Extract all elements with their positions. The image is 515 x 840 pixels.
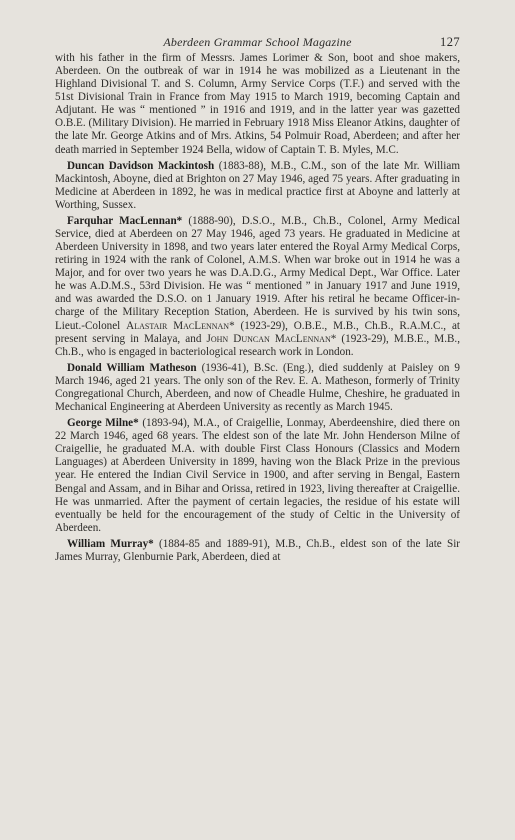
obituary-entry-milne [55, 417, 460, 535]
running-title: Aberdeen Grammar School Magazine [163, 35, 352, 49]
page-header [55, 33, 460, 51]
entry-name: George Milne* [67, 417, 139, 430]
continued-paragraph [55, 52, 460, 157]
obituary-entry-murray [55, 538, 460, 564]
entry-text: (1923-29), M.B.E., M.B., Ch.B., who is engaged in bacteriological research work in London. [55, 332, 460, 358]
related-name: Alastair MacLennan* [126, 319, 235, 332]
entry-name: Duncan Davidson Mackintosh [67, 159, 215, 172]
related-name: John Duncan MacLennan* [206, 332, 337, 345]
paragraph-text: with his father in the firm of Messrs. James Lorimer & Son, boot and shoe makers, Aberdeen. On the outbreak of war in 1914 he was mobilized as a Lieutenant in the Highland Divisional T. and S. Column, Army Service Corps (T.F.) and served with the 51st Divisional Train in France from May 1915 to March 1919, becoming Captain and Adjutant. He was “ mentioned ” in 1916 and 1919, and in the latter year was gazetted O.B.E. (Military Division). He married in February 1918 Miss Eleanor Atkins, daughter of the late Mr. George Atkins and of Mrs. Atkins, 54 Polmuir Road, Aberdeen; and after her death married in September 1924 Bella, widow of Captain T. B. Myles, M.C. [55, 52, 460, 156]
entry-text: (1936-41), B.Sc. (Eng.), died suddenly at Paisley on 9 March 1946, aged 21 years. The only son of the Rev. E. A. Matheson, formerly of Trinity Congregational Church, Aberdeen, and now of Cheadle Hulme, Cheshire, he graduated in Mechanical Engineering at Aberdeen University as recently as March 1945. [55, 361, 460, 414]
body-text [55, 52, 460, 564]
page-number: 127 [440, 35, 460, 49]
entry-text: (1893-94), M.A., of Craigellie, Lonmay, Aberdeenshire, died there on 22 March 1946, aged 68 years. The eldest son of the late Mr. John Henderson Milne of Craigellie, he graduated M.A. with double First Class Honours (Classics and Modern Languages) at Aberdeen University in 1899, having won the Black Prize in the previous year. He entered the Indian Civil Service in 1900, and after serving in Bengal, Eastern Bengal and Assam, and in Bihar and Orissa, retired in 1923, living thereafter at Craigellie. He was unmarried. After the payment of certain legacies, the residue of his estate will eventually be held for the encouragement of the study of Celtic in the University of Aberdeen. [55, 417, 460, 534]
entry-text: (1888-90), D.S.O., M.B., Ch.B., Colonel, Army Medical Service, died at Aberdeen on 27 May 1946, aged 73 years. He graduated in Medicine at Aberdeen University in 1898, and two years later entered the Royal Army Medical Corps, retiring in 1924 with the rank of Colonel, A.M.S. When war broke out in 1914 he was a Major, and for over two years he was D.A.D.G., Army Medical Dept., War Office. Later he was A.D.M.S., 53rd Division. He was “ mentioned ” in January 1917 and June 1919, and was awarded the D.S.O. on 1 January 1919. After his retiral he became Officer-in-charge of the Military Reception Station, Aberdeen. He is survived by his twin sons, Lieut.-Colonel [55, 214, 460, 332]
entry-text: (1923-29), O.B.E., M.B., Ch.B., R.A.M.C., at present serving in Malaya, and [55, 319, 460, 345]
entry-text: (1884-85 and 1889-91), M.B., Ch.B., eldest son of the late Sir James Murray, Glenburnie Park, Aberdeen, died at [55, 537, 460, 563]
entry-text: (1883-88), M.B., C.M., son of the late Mr. William Mackintosh, Aboyne, died at Brighton on 27 May 1946, aged 75 years. After graduating in Medicine at Aberdeen in 1892, he was in medical practice first at Aboyne and latterly at Worthing, Sussex. [55, 159, 460, 211]
entry-name: William Murray* [67, 537, 154, 550]
entry-name: Farquhar MacLennan* [67, 214, 183, 227]
obituary-entry-matheson [55, 362, 460, 414]
obituary-entry-mackintosh [55, 160, 460, 212]
entry-name: Donald William Matheson [67, 361, 197, 374]
obituary-entry-maclennan [55, 215, 460, 359]
